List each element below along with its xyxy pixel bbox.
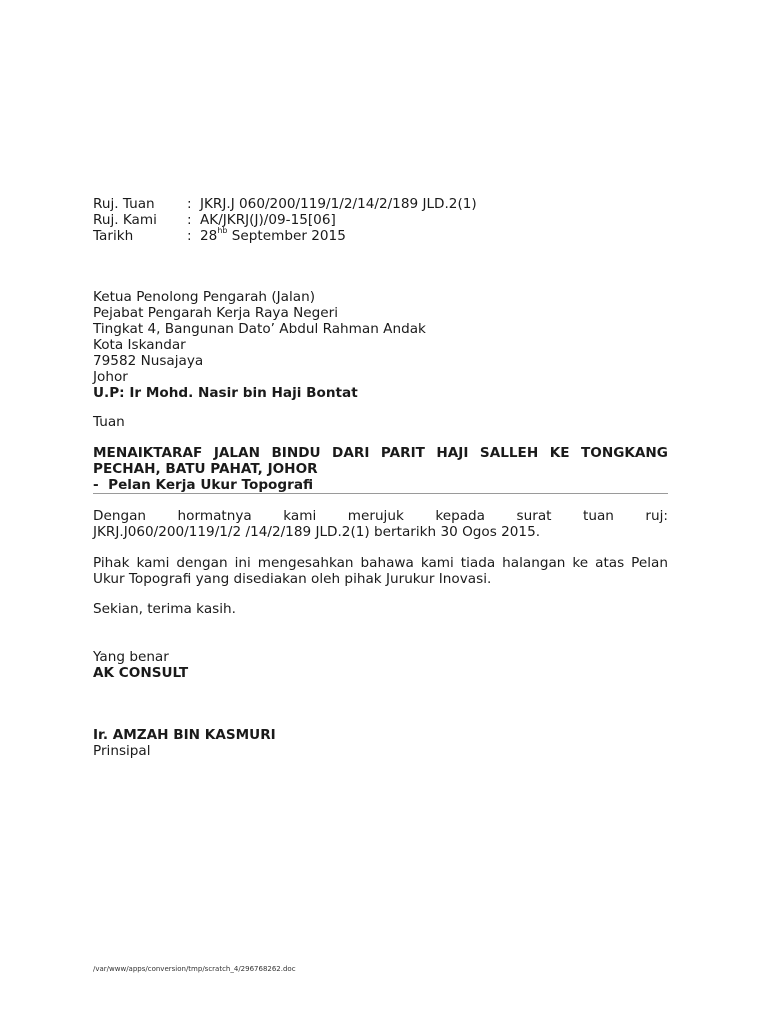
paragraph-line: Ukur Topografi yang disediakan oleh pihak Jurukur Inovasi. [93,571,492,587]
paragraph-word: ke [572,555,589,571]
date-value [200,228,346,244]
ref-colon: : [187,228,192,244]
body-paragraph-3 [93,601,668,617]
address-line: Kota Iskandar [93,337,186,353]
paragraph-word: kami [136,555,170,571]
paragraph-word: atas [595,555,625,571]
ref-row-ruj-kami [93,212,477,228]
closing-regards: Yang benar [93,649,169,665]
address-line: Ketua Penolong Pengarah (Jalan) [93,289,316,305]
paragraph-word: kepada [435,508,486,524]
subject-word: TONGKANG [581,445,668,461]
paragraph-word: hormatnya [177,508,252,524]
subject-word: DARI [332,445,370,461]
date-month-year: September 2015 [231,228,346,244]
address-line: Tingkat 4, Bangunan Dato’ Abdul Rahman Andak [93,321,426,337]
body-paragraph-1 [93,508,668,540]
subject-word: MENAIKTARAF [93,445,203,461]
paragraph-word: ruj: [645,508,668,524]
paragraph-word: tiada [460,555,496,571]
document-file-path: /var/www/apps/conversion/tmp/scratch_4/296768262.doc [93,965,296,973]
subject-divider [93,493,668,494]
address-line: Pejabat Pengarah Kerja Raya Negeri [93,305,338,321]
ref-label: Ruj. Kami [93,212,157,228]
date-day-suffix: hb [217,226,228,236]
attention-line: U.P: Ir Mohd. Nasir bin Haji Bontat [93,385,358,401]
subject-sub-item: - Pelan Kerja Ukur Topografi [93,477,314,493]
paragraph-word: Pelan [631,555,668,571]
closing-block [93,649,188,681]
ref-value: AK/JKRJ(J)/09-15[06] [200,212,336,228]
paragraph-word: halangan [502,555,566,571]
paragraph-line [93,508,668,524]
paragraph-word: kami [283,508,317,524]
ref-colon: : [187,196,192,212]
ref-row-tarikh [93,228,477,244]
body-paragraph-2 [93,555,668,587]
signer-title: Prinsipal [93,743,151,759]
subject-word: KE [549,445,570,461]
salutation: Tuan [93,414,125,430]
subject-word: JALAN [213,445,260,461]
paragraph-word: merujuk [347,508,404,524]
paragraph-word: bahawa [360,555,414,571]
signer-block [93,727,276,759]
paragraph-word: dengan [176,555,228,571]
paragraph-word: kami [420,555,454,571]
recipient-address [93,289,426,401]
ref-row-ruj-tuan [93,196,477,212]
paragraph-line [93,555,668,571]
company-name: AK CONSULT [93,665,189,681]
paragraph-word: Dengan [93,508,147,524]
subject-word: HAJI [436,445,469,461]
ref-label: Ruj. Tuan [93,196,155,212]
paragraph-word: mengesahkan [257,555,354,571]
subject-line-2: PECHAH, BATU PAHAT, JOHOR [93,461,318,477]
reference-block [93,196,477,244]
paragraph-word: tuan [583,508,614,524]
ref-label: Tarikh [93,228,134,244]
paragraph-word: ini [234,555,251,571]
paragraph-word: Pihak [93,555,130,571]
subject-line-1 [93,445,668,461]
ref-colon: : [187,212,192,228]
subject-word: SALLEH [479,445,539,461]
date-day: 28 [200,228,218,244]
ref-value: JKRJ.J 060/200/119/1/2/14/2/189 JLD.2(1) [200,196,477,212]
subject-word: BINDU [271,445,321,461]
paragraph-line: JKRJ.J060/200/119/1/2 /14/2/189 JLD.2(1) bertarikh 30 Ogos 2015. [93,524,541,540]
address-line: 79582 Nusajaya [93,353,204,369]
signer-name: Ir. AMZAH BIN KASMURI [93,727,276,743]
paragraph-line: Sekian, terima kasih. [93,601,236,617]
subject-word: PARIT [380,445,425,461]
paragraph-word: surat [516,508,552,524]
address-line: Johor [93,369,128,385]
subject-heading [93,445,668,493]
